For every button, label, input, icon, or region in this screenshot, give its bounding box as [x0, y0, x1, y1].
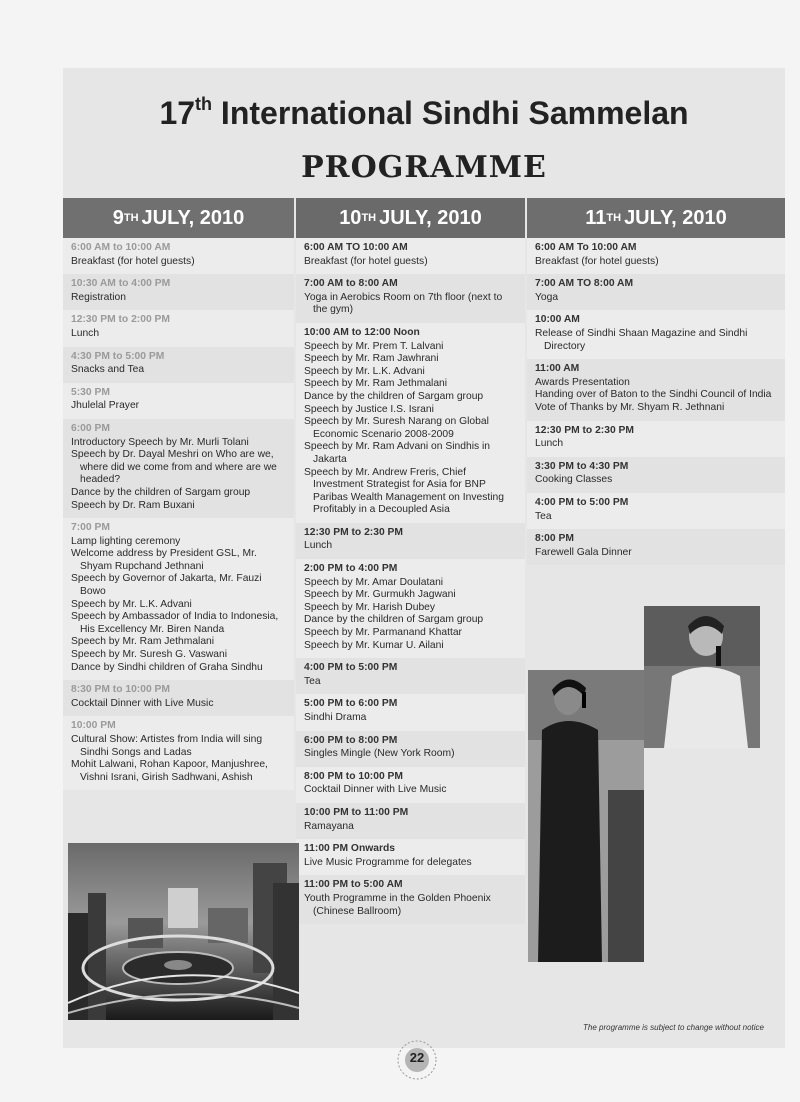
event-description: Speech by Mr. Parmanand Khattar: [304, 627, 462, 639]
event-time: 11:00 AM: [535, 363, 580, 375]
event-description: Vote of Thanks by Mr. Shyam R. Jethnani: [535, 401, 725, 413]
event-time: 3:30 PM to 4:30 PM: [535, 460, 629, 472]
event-description: Release of Sindhi Shaan Magazine and Sindhi Directory: [535, 327, 748, 352]
event-time: 10:00 AM: [535, 314, 580, 326]
event-description: Cooking Classes: [535, 474, 613, 486]
schedule-event: [296, 274, 525, 323]
event-description: Introductory Speech by Mr. Murli Tolani: [71, 436, 249, 448]
event-description: Yoga: [535, 291, 559, 303]
event-time: 12:30 PM to 2:30 PM: [535, 424, 634, 436]
event-description: Lunch: [535, 438, 564, 450]
event-description: Cultural Show: Artistes from India will sing Sindhi Songs and Ladas: [71, 734, 263, 758]
event-description: Tea: [304, 675, 321, 687]
schedule-event: [296, 238, 525, 274]
schedule-event: [527, 359, 785, 420]
event-description: Welcome address by President GSL, Mr. Shyam Rupchand Jethnani: [71, 548, 257, 572]
schedule-event: [527, 238, 785, 274]
event-description: Farewell Gala Dinner: [535, 546, 632, 558]
schedule-event: [296, 523, 525, 559]
event-time: 5:00 PM to 6:00 PM: [304, 698, 398, 710]
schedule-event: [296, 694, 525, 730]
schedule-event: [63, 419, 294, 518]
event-description: Speech by Mr. Ram Advani on Sindhis in Jakarta: [304, 441, 491, 465]
schedule-event: [527, 274, 785, 310]
day-column-11-july: [527, 238, 785, 565]
event-description: Mohit Lalwani, Rohan Kapoor, Manjushree, Vishni Israni, Girish Sadhwani, Ashish: [71, 759, 268, 783]
event-description: Youth Programme in the Golden Phoenix (Chinese Ballroom): [304, 892, 491, 917]
event-description: Dance by the children of Sargam group: [304, 390, 484, 402]
event-description: Speech by Mr. Harish Dubey: [304, 601, 436, 613]
event-description: Speech by Mr. Gurmukh Jagwani: [304, 589, 456, 601]
schedule-event: [296, 323, 525, 523]
schedule-event: [527, 421, 785, 457]
schedule-event: [63, 347, 294, 383]
day-header-10-july: 10 TH JULY, 2010: [296, 198, 525, 238]
event-time: 10:30 AM to 4:00 PM: [71, 278, 171, 290]
event-description: Speech by Mr. L.K. Advani: [71, 598, 192, 610]
day-header-11-july: 11 TH JULY, 2010: [527, 198, 785, 238]
event-time: 4:30 PM to 5:00 PM: [71, 350, 165, 362]
event-description: Lamp lighting ceremony: [71, 535, 181, 547]
event-description: Live Music Programme for delegates: [304, 856, 472, 868]
schedule-event: [296, 767, 525, 803]
event-time: 11:00 PM Onwards: [304, 843, 395, 855]
page-subtitle: PROGRAMME: [301, 150, 547, 185]
event-time: 7:00 PM: [71, 522, 110, 534]
event-time: 4:00 PM to 5:00 PM: [535, 496, 629, 508]
schedule-event: [527, 493, 785, 529]
singer-photo-right: [644, 606, 760, 748]
programme-change-note: The programme is subject to change without notice: [583, 1023, 764, 1032]
day-header-9-july: 9 TH JULY, 2010: [63, 198, 294, 238]
event-description: Speech by Mr. Kumar U. Ailani: [304, 639, 444, 651]
schedule-event: [63, 238, 294, 274]
event-description: Snacks and Tea: [71, 364, 145, 376]
event-description: Speech by Mr. Amar Doulatani: [304, 576, 444, 588]
event-description: Dance by the children of Sargam group: [71, 486, 251, 498]
event-time: 12:30 PM to 2:00 PM: [71, 314, 170, 326]
schedule-event: [527, 529, 785, 565]
page-title: 17th International Sindhi Sammelan: [159, 94, 689, 131]
event-description: Speech by Mr. Ram Jawhrani: [304, 353, 439, 365]
event-description: Singles Mingle (New York Room): [304, 748, 455, 760]
schedule-event: [527, 310, 785, 359]
event-description: Speech by Justice I.S. Israni: [304, 403, 434, 415]
schedule-event: [296, 559, 525, 658]
event-time: 2:00 PM to 4:00 PM: [304, 563, 398, 575]
event-description: Jhulelal Prayer: [71, 400, 140, 412]
event-time: 12:30 PM to 2:30 PM: [304, 526, 403, 538]
day-column-9-july: [63, 238, 294, 790]
event-description: Dance by Sindhi children of Graha Sindhu: [71, 661, 263, 673]
event-time: 7:00 AM to 8:00 AM: [304, 278, 398, 290]
singer-photo-left: [528, 670, 644, 962]
event-time: 8:00 PM: [535, 533, 574, 545]
schedule-event: [527, 457, 785, 493]
event-description: Speech by Mr. Andrew Freris, Chief Investment Strategist for Asia for BNP Paribas Wealth Management on Investing Profitably in a Decoupled Asia: [304, 466, 504, 516]
event-description: Lunch: [304, 540, 333, 552]
event-time: 6:00 AM To 10:00 AM: [535, 242, 637, 253]
event-time: 10:00 PM: [71, 720, 116, 732]
event-description: Speech by Mr. Prem T. Lalvani: [304, 340, 444, 352]
event-description: Handing over of Baton to the Sindhi Council of India: [535, 389, 772, 401]
event-description: Speech by Mr. Ram Jethmalani: [304, 378, 448, 390]
event-time: 6:00 AM TO 10:00 AM: [304, 242, 408, 253]
event-description: Speech by Dr. Dayal Meshri on Who are we, where did we come from and where are we headed?: [71, 449, 277, 486]
event-description: Breakfast (for hotel guests): [304, 255, 428, 267]
schedule-event: [63, 383, 294, 419]
day-column-10-july: [296, 238, 525, 924]
schedule-event: [296, 658, 525, 694]
schedule-event: [296, 875, 525, 924]
event-description: Ramayana: [304, 820, 354, 832]
schedule-event: [296, 731, 525, 767]
schedule-event: [63, 274, 294, 310]
event-time: 5:30 PM: [71, 386, 110, 398]
event-description: Speech by Ambassador of India to Indonesia, His Excellency Mr. Biren Nanda: [71, 611, 279, 635]
event-description: Speech by Governor of Jakarta, Mr. Fauzi Bowo: [71, 573, 262, 598]
event-description: Cocktail Dinner with Live Music: [304, 784, 447, 796]
schedule-event: [296, 803, 525, 839]
event-time: 4:00 PM to 5:00 PM: [304, 662, 398, 674]
event-description: Speech by Dr. Ram Buxani: [71, 499, 195, 511]
event-description: Dance by the children of Sargam group: [304, 614, 484, 626]
schedule-event: [63, 518, 294, 680]
event-description: Speech by Mr. Ram Jethmalani: [71, 636, 215, 648]
event-time: 6:00 PM to 8:00 PM: [304, 734, 398, 746]
event-time: 6:00 AM to 10:00 AM: [71, 242, 171, 253]
schedule-event: [63, 716, 294, 790]
event-time: 8:00 PM to 10:00 PM: [304, 770, 403, 782]
event-description: Cocktail Dinner with Live Music: [71, 697, 214, 709]
event-description: Breakfast (for hotel guests): [535, 255, 659, 267]
event-time: 10:00 AM to 12:00 Noon: [304, 326, 420, 338]
event-description: Registration: [71, 291, 126, 303]
event-description: Breakfast (for hotel guests): [71, 255, 195, 267]
event-time: 10:00 PM to 11:00 PM: [304, 806, 409, 818]
event-description: Speech by Mr. Suresh G. Vaswani: [71, 649, 228, 661]
schedule-event: [63, 680, 294, 716]
event-description: Awards Presentation: [535, 376, 630, 388]
event-time: 11:00 PM to 5:00 AM: [304, 879, 403, 891]
event-description: Yoga in Aerobics Room on 7th floor (next to the gym): [304, 291, 503, 316]
event-description: Tea: [535, 510, 552, 522]
event-time: 7:00 AM TO 8:00 AM: [535, 278, 634, 290]
event-description: Speech by Mr. Suresh Narang on Global Economic Scenario 2008-2009: [304, 416, 489, 440]
jakarta-city-photo: [68, 843, 299, 1020]
event-description: Sindhi Drama: [304, 712, 367, 723]
event-time: 6:00 PM: [71, 422, 110, 434]
page-number: 22: [409, 1050, 425, 1065]
event-description: Speech by Mr. L.K. Advani: [304, 365, 425, 377]
schedule-event: [296, 839, 525, 875]
event-description: Lunch: [71, 327, 100, 339]
event-time: 8:30 PM to 10:00 PM: [71, 684, 170, 696]
schedule-event: [63, 310, 294, 346]
